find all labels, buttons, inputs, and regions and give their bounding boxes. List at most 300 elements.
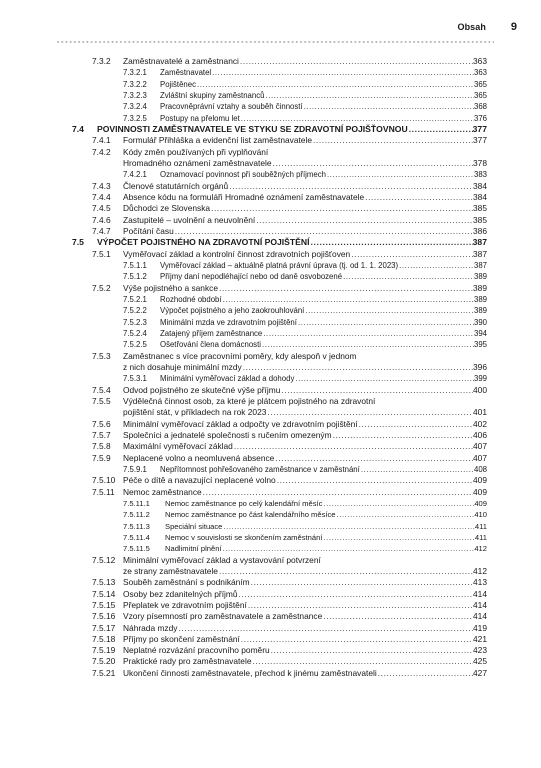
toc-entry-page: 401 xyxy=(473,407,487,418)
toc-entry-number: 7.5.2.3 xyxy=(123,317,147,327)
toc-entry-number: 7.5.19 xyxy=(92,645,116,656)
toc-entry[interactable] xyxy=(0,124,541,135)
toc-entry-title: Zaměstnavatelé a zaměstnanci xyxy=(123,56,239,66)
toc-entry-title: Zatajený příjem zaměstnance xyxy=(160,328,263,338)
toc-dot-leader xyxy=(274,453,473,464)
toc-dot-leader xyxy=(336,509,475,520)
toc-entry-title: Absence kódu na formuláři Hromadné oznámení zaměstnavatele xyxy=(123,191,365,202)
toc-entry-number: 7.5.1.2 xyxy=(123,272,147,282)
toc-entry-page: 407 xyxy=(473,441,487,452)
toc-entry-page: 363 xyxy=(473,68,487,78)
toc-entry-number: 7.5.3 xyxy=(92,350,111,361)
toc-entry-body xyxy=(160,339,487,350)
toc-entry-body xyxy=(123,158,487,169)
toc-entry[interactable] xyxy=(0,589,541,600)
toc-entry-number: 7.4.3 xyxy=(92,180,111,191)
toc-entry-title: Zvláštní skupiny zaměstnanců xyxy=(160,90,265,100)
toc-dot-leader xyxy=(342,271,474,282)
toc-dot-leader xyxy=(266,407,473,418)
toc-entry-page: 365 xyxy=(473,90,487,100)
toc-entry-page: 412 xyxy=(474,544,487,554)
toc-entry[interactable] xyxy=(0,362,541,373)
toc-entry[interactable] xyxy=(0,328,541,339)
toc-entry-body xyxy=(160,169,487,180)
toc-entry-title: Ošetřování člena domácnosti xyxy=(160,340,261,350)
toc-entry-page: 389 xyxy=(473,294,487,304)
toc-entry-title: Výpočet pojistného a jeho zaokrouhlování xyxy=(160,306,305,316)
toc-entry-title: Přeplatek ve zdravotním pojištění xyxy=(123,599,247,610)
toc-entry-body xyxy=(123,453,487,464)
toc-entry-number: 7.5 xyxy=(72,237,84,248)
toc-entry[interactable] xyxy=(0,271,541,282)
toc-dot-leader xyxy=(398,260,474,271)
toc-entry[interactable] xyxy=(0,169,541,180)
toc-dot-leader xyxy=(297,317,474,328)
toc-entry-body xyxy=(123,147,487,158)
toc-entry[interactable] xyxy=(0,56,541,67)
toc-entry-page: 384 xyxy=(473,180,487,191)
toc-dot-leader xyxy=(239,56,473,67)
toc-entry-title: ze strany zaměstnavatele xyxy=(123,565,218,576)
toc-entry[interactable] xyxy=(0,532,541,543)
toc-entry-title: Minimální vyměřovací základ a vystavování potvrzení xyxy=(123,554,321,565)
toc-entry[interactable] xyxy=(0,441,541,452)
toc-entry-body xyxy=(123,611,487,622)
toc-entry-number: 7.3.2 xyxy=(92,56,111,66)
toc-entry[interactable] xyxy=(0,396,541,407)
toc-entry[interactable] xyxy=(0,419,541,430)
toc-entry-page: 363 xyxy=(473,56,487,66)
toc-entry-title: POVINNOSTI ZAMĚSTNAVATELE VE STYKU SE ZDRAVOTNÍ POJIŠŤOVNOU xyxy=(97,123,408,134)
toc-entry[interactable] xyxy=(0,509,541,520)
toc-entry[interactable] xyxy=(0,158,541,169)
toc-entry-number: 7.5.5 xyxy=(92,395,111,406)
toc-entry-number: 7.5.7 xyxy=(92,429,111,440)
toc-entry-title: Příjmy daní nepodléhající nebo od daně osvobozené xyxy=(160,272,343,282)
toc-entry-title: Zaměstnavatel xyxy=(160,68,212,78)
toc-entry-number: 7.5.8 xyxy=(92,441,111,452)
toc-entry-body xyxy=(165,543,487,554)
toc-entry-title: Náhrada mzdy xyxy=(123,622,178,633)
toc-entry-title: Minimální vyměřovací základ a dohody xyxy=(160,374,295,384)
toc-dot-leader xyxy=(240,113,474,124)
toc-entry-body xyxy=(123,226,487,237)
toc-dot-leader xyxy=(264,90,474,101)
toc-dot-leader xyxy=(247,600,473,611)
toc-entry-page: 411 xyxy=(474,532,487,542)
toc-entry[interactable] xyxy=(0,67,541,78)
toc-entry-title: Nemoc zaměstnance po celý kalendářní měsíc xyxy=(165,498,323,508)
toc-entry-number: 7.5.11 xyxy=(92,486,115,497)
toc-entry-page: 377 xyxy=(473,135,487,146)
toc-entry-number: 7.4.2 xyxy=(92,146,111,157)
toc-entry-title: Zastupitelé – uvolnění a neuvolnění xyxy=(123,214,256,225)
toc-entry-page: 389 xyxy=(473,272,487,282)
toc-entry-number: 7.5.2.4 xyxy=(123,328,147,338)
toc-dot-leader xyxy=(272,158,474,169)
toc-entry-body xyxy=(123,555,487,566)
toc-entry-number: 7.5.20 xyxy=(92,656,116,667)
toc-entry-page: 390 xyxy=(473,317,487,327)
toc-entry-title: Minimální vyměřovací základ a odpočty ve zdravotním pojištění xyxy=(123,418,358,429)
toc-entry-title: pojištění stát, v příkladech na rok 2023 xyxy=(123,407,267,418)
toc-entry-title: Počítání času xyxy=(123,225,174,236)
toc-entry-page: 399 xyxy=(473,374,487,384)
toc-entry-title: VÝPOČET POJISTNÉHO NA ZDRAVOTNÍ POJIŠTĚNÍ xyxy=(97,237,310,248)
toc-entry[interactable] xyxy=(0,430,541,441)
toc-entry-body xyxy=(160,305,487,316)
toc-entry-body xyxy=(160,373,487,384)
toc-entry-body xyxy=(123,407,487,418)
toc-entry-number: 7.3.2.3 xyxy=(123,90,147,100)
toc-entry[interactable] xyxy=(0,385,541,396)
toc-entry-number: 7.5.1.1 xyxy=(123,260,147,270)
toc-entry-page: 402 xyxy=(473,418,487,429)
toc-entry-body xyxy=(97,237,487,248)
toc-entry-number: 7.5.21 xyxy=(92,667,116,678)
toc-entry[interactable] xyxy=(0,600,541,611)
toc-entry-body xyxy=(123,215,487,226)
toc-entry-page: 384 xyxy=(473,191,487,202)
toc-dot-leader xyxy=(276,475,473,486)
toc-dot-leader xyxy=(222,521,474,532)
toc-entry-title: Nemoc zaměstnance po část kalendářního měsíce xyxy=(165,510,336,520)
toc-entry-page: 385 xyxy=(473,214,487,225)
toc-entry-number: 7.5.11.1 xyxy=(123,498,150,508)
toc-dot-leader xyxy=(312,135,473,146)
toc-dot-leader xyxy=(255,215,473,226)
toc-dot-leader xyxy=(210,203,473,214)
toc-dot-leader xyxy=(322,498,474,509)
toc-dot-leader xyxy=(364,192,473,203)
toc-entry-title: Souběh zaměstnání s podnikáním xyxy=(123,577,250,588)
toc-dot-leader xyxy=(211,67,474,78)
toc-entry[interactable] xyxy=(0,407,541,418)
toc-entry-page: 425 xyxy=(473,656,487,667)
toc-entry[interactable] xyxy=(0,668,541,679)
toc-entry-number: 7.4 xyxy=(72,123,84,134)
toc-entry-body xyxy=(160,260,487,271)
toc-entry-body xyxy=(160,271,487,282)
toc-entry-body xyxy=(123,396,487,407)
toc-entry-body xyxy=(160,113,487,124)
toc-entry-number: 7.5.4 xyxy=(92,384,111,395)
toc-entry-page: 383 xyxy=(473,170,487,180)
toc-entry-title: Pojištěnec xyxy=(160,79,196,89)
toc-entry-title: Nemoc v souvislosti se skončením zaměstnání xyxy=(165,532,323,542)
toc-entry-page: 395 xyxy=(473,340,487,350)
toc-dot-leader xyxy=(202,487,473,498)
toc-entry-title: z nich dosahuje minimální mzdy xyxy=(123,361,242,372)
toc-entry-page: 377 xyxy=(472,123,487,134)
toc-entry[interactable] xyxy=(0,645,541,656)
toc-entry-body xyxy=(123,203,487,214)
toc-entry[interactable] xyxy=(0,521,541,532)
toc-entry[interactable] xyxy=(0,294,541,305)
toc-entry[interactable] xyxy=(0,656,541,667)
toc-dot-leader xyxy=(310,237,473,248)
toc-dot-leader xyxy=(303,101,474,112)
toc-dot-leader xyxy=(177,623,473,634)
toc-entry[interactable] xyxy=(0,555,541,566)
toc-entry-number: 7.5.6 xyxy=(92,418,111,429)
toc-dot-leader xyxy=(218,283,473,294)
toc-entry-page: 411 xyxy=(474,521,487,531)
toc-entry-body xyxy=(123,634,487,645)
toc-dot-leader xyxy=(218,566,473,577)
toc-entry[interactable] xyxy=(0,487,541,498)
toc-entry[interactable] xyxy=(0,260,541,271)
toc-entry-body xyxy=(123,249,487,260)
toc-entry-number: 7.4.6 xyxy=(92,214,111,225)
toc-entry-body xyxy=(123,351,487,362)
toc-entry-number: 7.5.11.3 xyxy=(123,521,150,531)
toc-entry-title: Důchodci ze Slovenska xyxy=(123,203,211,214)
toc-dot-leader xyxy=(294,373,474,384)
toc-dot-leader xyxy=(408,124,473,135)
toc-entry-body xyxy=(123,668,487,679)
toc-dot-leader xyxy=(251,656,473,667)
toc-entry-title: Nepřítomnost pohřešovaného zaměstnance v zaměstnání xyxy=(160,464,360,474)
toc-entry-number: 7.5.2.2 xyxy=(123,306,147,316)
toc-entry-title: Vzory písemností pro zaměstnavatele a zaměstnance xyxy=(123,611,323,622)
toc-entry-body xyxy=(160,317,487,328)
toc-entry-body xyxy=(123,589,487,600)
toc-entry-page: 410 xyxy=(474,510,487,520)
toc-entry-page: 396 xyxy=(473,361,487,372)
toc-entry-page: 427 xyxy=(473,667,487,678)
toc-dot-leader xyxy=(360,464,474,475)
toc-entry-body xyxy=(123,56,487,67)
toc-entry-number: 7.4.4 xyxy=(92,191,111,202)
toc-entry[interactable] xyxy=(0,283,541,294)
toc-entry-body xyxy=(123,487,487,498)
toc-dot-leader xyxy=(358,419,473,430)
toc-entry-page: 400 xyxy=(473,384,487,395)
header-dotted-rule xyxy=(56,41,494,43)
toc-entry-body xyxy=(123,566,487,577)
toc-entry[interactable] xyxy=(0,453,541,464)
toc-entry[interactable] xyxy=(0,498,541,509)
toc-entry-page: 387 xyxy=(472,237,487,248)
toc-entry-number: 7.5.12 xyxy=(92,554,116,565)
toc-entry-title: Odvod pojistného ze skutečné výše příjmu xyxy=(123,384,281,395)
toc-entry[interactable] xyxy=(0,351,541,362)
toc-entry-body xyxy=(123,645,487,656)
toc-dot-leader xyxy=(322,532,474,543)
toc-entry-body xyxy=(123,283,487,294)
toc-entry-body xyxy=(160,294,487,305)
toc-entry-body xyxy=(123,135,487,146)
toc-dot-leader xyxy=(222,294,474,305)
toc-entry-page: 419 xyxy=(473,622,487,633)
toc-entry-number: 7.4.1 xyxy=(92,135,111,146)
toc-entry[interactable] xyxy=(0,305,541,316)
toc-entry-page: 387 xyxy=(473,260,487,270)
toc-entry-page: 389 xyxy=(473,282,487,293)
toc-entry[interactable] xyxy=(0,249,541,260)
toc-entry[interactable] xyxy=(0,339,541,350)
toc-entry-body xyxy=(165,521,487,532)
toc-entry-body xyxy=(160,79,487,90)
toc-entry-body xyxy=(123,577,487,588)
toc-entry-title: Vyměřovací základ a kontrolní činnost zdravotních pojišťoven xyxy=(123,248,351,259)
toc-entry[interactable] xyxy=(0,475,541,486)
toc-dot-leader xyxy=(377,668,473,679)
toc-entry-number: 7.5.17 xyxy=(92,622,116,633)
toc-entry-number: 7.5.14 xyxy=(92,588,116,599)
toc-dot-leader xyxy=(196,79,474,90)
toc-dot-leader xyxy=(174,226,473,237)
toc-entry-title: Příjmy po skončení zaměstnání xyxy=(123,633,240,644)
toc-entry-page: 414 xyxy=(473,588,487,599)
toc-entry-number: 7.5.11.2 xyxy=(123,510,150,520)
toc-entry-page: 386 xyxy=(473,225,487,236)
toc-entry[interactable] xyxy=(0,181,541,192)
toc-entry-number: 7.5.18 xyxy=(92,633,116,644)
toc-dot-leader xyxy=(326,169,474,180)
toc-entry-number: 7.4.5 xyxy=(92,203,111,214)
toc-entry[interactable] xyxy=(0,634,541,645)
toc-entry-title: Výše pojistného a sankce xyxy=(123,282,218,293)
toc-dot-leader xyxy=(242,362,473,373)
toc-entry-title: Postupy na přelomu let xyxy=(160,113,240,123)
toc-dot-leader xyxy=(261,339,474,350)
toc-entry-page: 394 xyxy=(473,328,487,338)
toc-entry-body xyxy=(123,181,487,192)
toc-entry-number: 7.4.2.1 xyxy=(123,170,147,180)
toc-entry[interactable] xyxy=(0,611,541,622)
toc-entry-page: 409 xyxy=(473,486,487,497)
toc-entry-body xyxy=(165,498,487,509)
toc-dot-leader xyxy=(233,441,473,452)
toc-dot-leader xyxy=(240,634,473,645)
toc-entry[interactable] xyxy=(0,543,541,554)
toc-entry-title: Kódy změn používaných při vyplňování xyxy=(123,146,269,157)
toc-entry-body xyxy=(123,600,487,611)
toc-entry-number: 7.5.2 xyxy=(92,282,111,293)
toc-entry-title: Neplatné rozvázání pracovního poměru xyxy=(123,645,270,656)
toc-entry-page: 409 xyxy=(473,475,487,486)
toc-dot-leader xyxy=(262,328,474,339)
toc-entry-page: 365 xyxy=(473,79,487,89)
toc-entry-title: Minimální mzda ve zdravotním pojištění xyxy=(160,317,297,327)
toc-entry-title: Nemoc zaměstnance xyxy=(123,486,202,497)
toc-entry[interactable] xyxy=(0,90,541,101)
toc-entry[interactable] xyxy=(0,113,541,124)
toc-dot-leader xyxy=(350,249,473,260)
toc-entry-number: 7.5.9 xyxy=(92,452,111,463)
toc-entry[interactable] xyxy=(0,566,541,577)
toc-entry-page: 387 xyxy=(473,248,487,259)
toc-entry[interactable] xyxy=(0,464,541,475)
toc-entry-number: 7.5.13 xyxy=(92,577,116,588)
toc-entry[interactable] xyxy=(0,79,541,90)
toc-entry[interactable] xyxy=(0,135,541,146)
toc-entry[interactable] xyxy=(0,192,541,203)
toc-entry-body xyxy=(123,623,487,634)
toc-entry[interactable] xyxy=(0,203,541,214)
toc-entry-body xyxy=(160,90,487,101)
toc-entry-body xyxy=(160,101,487,112)
toc-entry-page: 385 xyxy=(473,203,487,214)
section-title: Obsah xyxy=(457,22,486,32)
running-header xyxy=(0,22,541,36)
toc-entry-body xyxy=(123,475,487,486)
toc-entry-number: 7.5.10 xyxy=(92,475,116,486)
toc-entry-page: 408 xyxy=(473,464,487,474)
toc-entry-number: 7.5.3.1 xyxy=(123,374,147,384)
toc-entry-number: 7.5.9.1 xyxy=(123,464,147,474)
toc-entry-body xyxy=(123,430,487,441)
toc-entry-page: 389 xyxy=(473,306,487,316)
toc-entry[interactable] xyxy=(0,373,541,384)
toc-entry-body xyxy=(165,532,487,543)
toc-entry-title: Hromadného oznámení zaměstnavatele xyxy=(123,157,272,168)
toc-entry[interactable] xyxy=(0,147,541,158)
toc-dot-leader xyxy=(238,589,474,600)
toc-entry-title: Oznamovací povinnost při souběžných příjmech xyxy=(160,170,326,180)
toc-entry-title: Neplacené volno a neomluvená absence xyxy=(123,452,275,463)
toc-dot-leader xyxy=(304,305,474,316)
toc-entry-body xyxy=(165,509,487,520)
toc-entry-title: Výdělečná činnost osob, za které je plátcem pojistného na zdravotní xyxy=(123,395,376,406)
toc-entry-title: Formulář Přihláška a evidenční list zaměstnavatele xyxy=(123,135,312,146)
toc-entry[interactable] xyxy=(0,226,541,237)
toc-entry-number: 7.3.2.1 xyxy=(123,68,147,78)
toc-entry-page: 413 xyxy=(473,577,487,588)
toc-entry-page: 376 xyxy=(473,113,487,123)
toc-entry[interactable] xyxy=(0,237,541,248)
toc-entry-number: 7.5.11.5 xyxy=(123,544,150,554)
toc-entry-number: 7.4.7 xyxy=(92,225,111,236)
toc-entry-body xyxy=(123,419,487,430)
toc-entry-body xyxy=(123,192,487,203)
toc-entry-number: 7.3.2.4 xyxy=(123,102,147,112)
toc-entry-title: Pracovněprávní vztahy a souběh činností xyxy=(160,102,303,112)
toc-entry[interactable] xyxy=(0,215,541,226)
toc-entry[interactable] xyxy=(0,577,541,588)
toc-entry-title: Osoby bez zdanitelných příjmů xyxy=(123,588,238,599)
toc-dot-leader xyxy=(228,181,473,192)
toc-entry[interactable] xyxy=(0,317,541,328)
toc-entry-number: 7.3.2.2 xyxy=(123,79,147,89)
toc-dot-leader xyxy=(322,611,473,622)
toc-entry-title: Nadlimitní plnění xyxy=(165,544,222,554)
toc-entry-title: Praktické rady pro zaměstnavatele xyxy=(123,656,252,667)
toc-dot-leader xyxy=(250,577,473,588)
toc-dot-leader xyxy=(222,543,475,554)
toc-entry[interactable] xyxy=(0,623,541,634)
toc-entry-number: 7.5.11.4 xyxy=(123,532,150,542)
toc-entry[interactable] xyxy=(0,101,541,112)
toc-entry-title: Péče o dítě a navazující neplacené volno xyxy=(123,475,276,486)
toc-entry-title: Vyměřovací základ – aktuálně platná právní úprava (tj. od 1. 1. 2023) xyxy=(160,260,399,270)
toc-entry-page: 409 xyxy=(474,498,487,508)
toc-entry-page: 368 xyxy=(473,102,487,112)
toc-entry-page: 421 xyxy=(473,633,487,644)
toc-dot-leader xyxy=(332,430,473,441)
toc-entry-body xyxy=(123,362,487,373)
toc-entry-title: Maximální vyměřovací základ xyxy=(123,441,233,452)
toc-entry-body xyxy=(123,385,487,396)
toc-entry-number: 7.5.16 xyxy=(92,611,116,622)
toc-entry-number: 7.5.1 xyxy=(92,248,111,259)
toc-entry-body xyxy=(123,656,487,667)
toc-entry-page: 407 xyxy=(473,452,487,463)
toc-entry-number: 7.5.2.5 xyxy=(123,340,147,350)
page-number: 9 xyxy=(510,21,517,33)
